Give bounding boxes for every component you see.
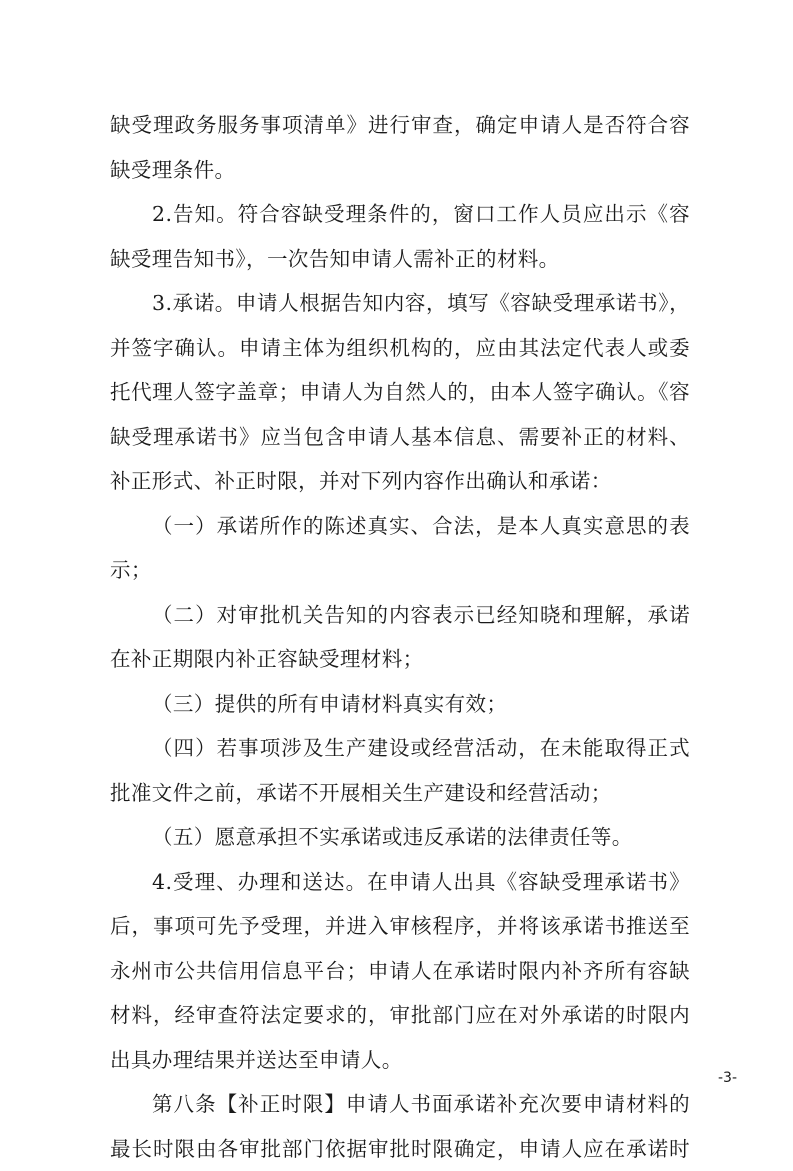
document-body bbox=[110, 103, 690, 1171]
text-line: 后，事项可先予受理，并进入审核程序，并将该承诺书推送至 bbox=[110, 904, 690, 949]
text-line: （四）若事项涉及生产建设或经营活动，在未能取得正式 bbox=[110, 726, 690, 771]
text-line: 批准文件之前，承诺不开展相关生产建设和经营活动； bbox=[110, 771, 690, 816]
text-line: 并签字确认。申请主体为组织机构的，应由其法定代表人或委 bbox=[110, 326, 690, 371]
text-line: 第八条【补正时限】申请人书面承诺补充次要申请材料的 bbox=[110, 1082, 690, 1127]
text-line: 缺受理承诺书》应当包含申请人基本信息、需要补正的材料、 bbox=[110, 415, 690, 460]
text-line: （一）承诺所作的陈述真实、合法，是本人真实意思的表 bbox=[110, 504, 690, 549]
text-line: 材料，经审查符法定要求的，审批部门应在对外承诺的时限内 bbox=[110, 993, 690, 1038]
text-line: 缺受理告知书》，一次告知申请人需补正的材料。 bbox=[110, 237, 690, 282]
text-line: 缺受理政务服务事项清单》进行审查，确定申请人是否符合容 bbox=[110, 103, 690, 148]
text-line: 补正形式、补正时限，并对下列内容作出确认和承诺： bbox=[110, 459, 690, 504]
text-line: 出具办理结果并送达至申请人。 bbox=[110, 1038, 690, 1083]
text-line: （二）对审批机关告知的内容表示已经知晓和理解，承诺 bbox=[110, 593, 690, 638]
text-line: 永州市公共信用信息平台；申请人在承诺时限内补齐所有容缺 bbox=[110, 949, 690, 994]
text-line: 托代理人签字盖章；申请人为自然人的，由本人签字确认。《容 bbox=[110, 370, 690, 415]
text-line: 缺受理条件。 bbox=[110, 148, 690, 193]
text-line: 示； bbox=[110, 548, 690, 593]
text-line: （三）提供的所有申请材料真实有效； bbox=[110, 682, 690, 727]
page-number: -3- bbox=[718, 1070, 737, 1086]
text-line: 3.承诺。申请人根据告知内容，填写《容缺受理承诺书》， bbox=[110, 281, 690, 326]
text-line: （五）愿意承担不实承诺或违反承诺的法律责任等。 bbox=[110, 815, 690, 860]
text-line: 4.受理、办理和送达。在申请人出具《容缺受理承诺书》 bbox=[110, 860, 690, 905]
text-line: 2.告知。符合容缺受理条件的，窗口工作人员应出示《容 bbox=[110, 192, 690, 237]
text-line: 在补正期限内补正容缺受理材料； bbox=[110, 637, 690, 682]
text-line: 最长时限由各审批部门依据审批时限确定，申请人应在承诺时 bbox=[110, 1127, 690, 1171]
